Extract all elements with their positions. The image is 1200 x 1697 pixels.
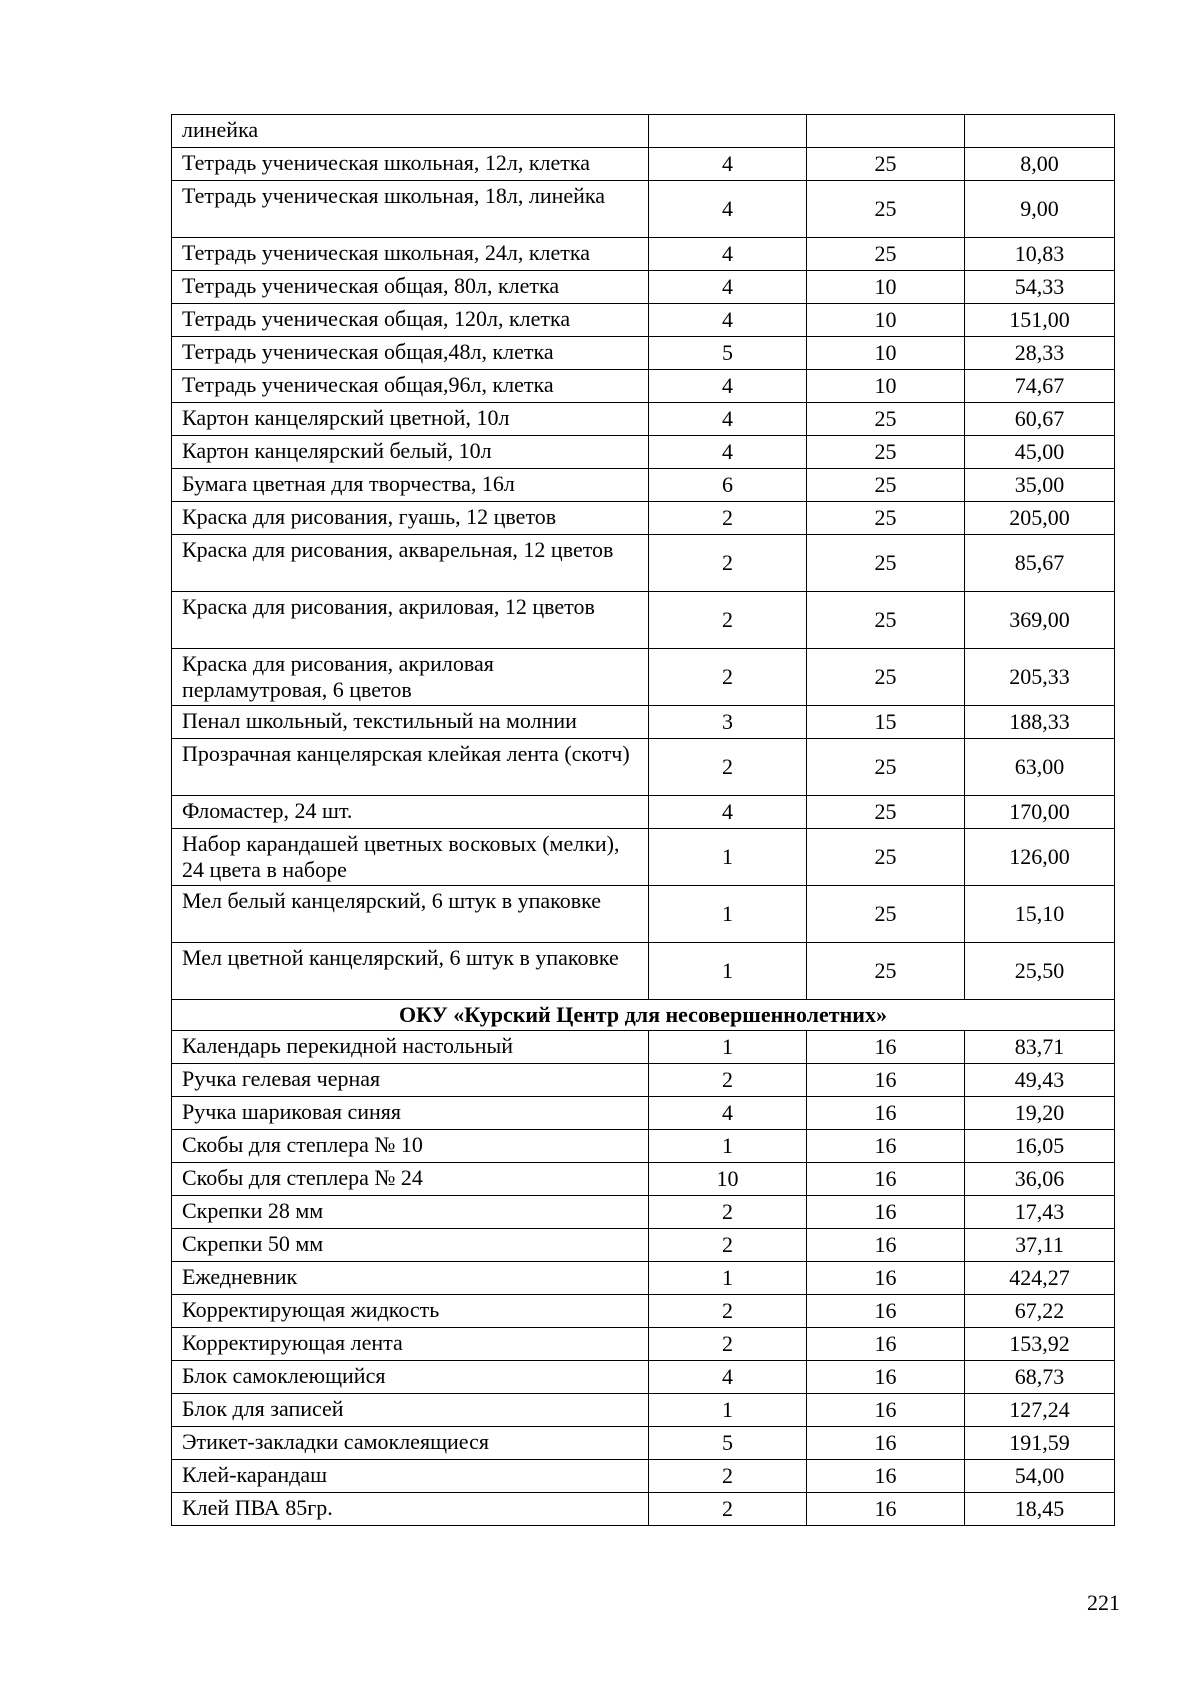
price-cell xyxy=(965,115,1115,148)
price-cell: 54,00 xyxy=(965,1460,1115,1493)
count-cell: 25 xyxy=(807,739,965,796)
item-name-cell: Тетрадь ученическая школьная, 18л, линейка xyxy=(172,181,649,238)
table-row xyxy=(172,1394,1115,1427)
item-name-cell: Тетрадь ученическая школьная, 12л, клетка xyxy=(172,148,649,181)
price-cell: 63,00 xyxy=(965,739,1115,796)
quantity-cell: 5 xyxy=(649,1427,807,1460)
item-name-cell: Календарь перекидной настольный xyxy=(172,1031,649,1064)
item-name-cell: Этикет-закладки самоклеящиеся xyxy=(172,1427,649,1460)
item-name-cell: Тетрадь ученическая общая,96л, клетка xyxy=(172,370,649,403)
price-cell: 45,00 xyxy=(965,436,1115,469)
item-name-cell: Тетрадь ученическая школьная, 24л, клетка xyxy=(172,238,649,271)
table-row xyxy=(172,115,1115,148)
table-row xyxy=(172,1361,1115,1394)
quantity-cell: 1 xyxy=(649,829,807,886)
count-cell: 10 xyxy=(807,337,965,370)
quantity-cell: 1 xyxy=(649,886,807,943)
item-name-cell: Тетрадь ученическая общая, 120л, клетка xyxy=(172,304,649,337)
quantity-cell: 4 xyxy=(649,1097,807,1130)
table-row xyxy=(172,649,1115,706)
table-row xyxy=(172,796,1115,829)
quantity-cell: 1 xyxy=(649,1262,807,1295)
count-cell: 25 xyxy=(807,502,965,535)
quantity-cell: 2 xyxy=(649,502,807,535)
quantity-cell: 3 xyxy=(649,706,807,739)
page-number: 221 xyxy=(1087,1590,1120,1615)
item-name-cell: Прозрачная канцелярская клейкая лента (скотч) xyxy=(172,739,649,796)
table-row xyxy=(172,304,1115,337)
count-cell: 16 xyxy=(807,1361,965,1394)
quantity-cell: 2 xyxy=(649,1295,807,1328)
table-row xyxy=(172,403,1115,436)
quantity-cell: 2 xyxy=(649,1328,807,1361)
table-row xyxy=(172,1262,1115,1295)
section-title: ОКУ «Курский Центр для несовершеннолетних» xyxy=(172,1000,1115,1031)
quantity-cell: 4 xyxy=(649,1361,807,1394)
item-name-cell: Тетрадь ученическая общая,48л, клетка xyxy=(172,337,649,370)
item-name-cell: Краска для рисования, акриловая перламутровая, 6 цветов xyxy=(172,649,649,706)
price-cell: 127,24 xyxy=(965,1394,1115,1427)
table-row xyxy=(172,739,1115,796)
count-cell: 10 xyxy=(807,271,965,304)
quantity-cell xyxy=(649,115,807,148)
price-cell: 25,50 xyxy=(965,943,1115,1000)
table-row xyxy=(172,1328,1115,1361)
count-cell: 16 xyxy=(807,1295,965,1328)
count-cell: 25 xyxy=(807,796,965,829)
price-cell: 37,11 xyxy=(965,1229,1115,1262)
item-name-cell: Картон канцелярский белый, 10л xyxy=(172,436,649,469)
table-row xyxy=(172,370,1115,403)
price-cell: 205,33 xyxy=(965,649,1115,706)
item-name-cell: Набор карандашей цветных восковых (мелки), 24 цвета в наборе xyxy=(172,829,649,886)
item-name-cell: Картон канцелярский цветной, 10л xyxy=(172,403,649,436)
item-name-cell: Бумага цветная для творчества, 16л xyxy=(172,469,649,502)
price-cell: 35,00 xyxy=(965,469,1115,502)
price-cell: 83,71 xyxy=(965,1031,1115,1064)
price-cell: 17,43 xyxy=(965,1196,1115,1229)
price-cell: 49,43 xyxy=(965,1064,1115,1097)
item-name-cell: Скобы для степлера № 10 xyxy=(172,1130,649,1163)
price-cell: 8,00 xyxy=(965,148,1115,181)
count-cell: 16 xyxy=(807,1460,965,1493)
count-cell: 15 xyxy=(807,706,965,739)
table-row xyxy=(172,502,1115,535)
item-name-cell: Корректирующая лента xyxy=(172,1328,649,1361)
table-row xyxy=(172,469,1115,502)
quantity-cell: 2 xyxy=(649,649,807,706)
price-cell: 170,00 xyxy=(965,796,1115,829)
price-cell: 18,45 xyxy=(965,1493,1115,1526)
count-cell: 25 xyxy=(807,181,965,238)
item-name-cell: Мел белый канцелярский, 6 штук в упаковке xyxy=(172,886,649,943)
table-row xyxy=(172,1196,1115,1229)
table-row xyxy=(172,1031,1115,1064)
item-name-cell: Корректирующая жидкость xyxy=(172,1295,649,1328)
count-cell: 16 xyxy=(807,1031,965,1064)
item-name-cell: линейка xyxy=(172,115,649,148)
price-cell: 68,73 xyxy=(965,1361,1115,1394)
item-name-cell: Краска для рисования, акварельная, 12 цветов xyxy=(172,535,649,592)
table-row xyxy=(172,592,1115,649)
count-cell: 10 xyxy=(807,370,965,403)
count-cell: 16 xyxy=(807,1427,965,1460)
quantity-cell: 4 xyxy=(649,148,807,181)
quantity-cell: 4 xyxy=(649,436,807,469)
table-row xyxy=(172,943,1115,1000)
table-row xyxy=(172,1097,1115,1130)
price-cell: 188,33 xyxy=(965,706,1115,739)
count-cell: 25 xyxy=(807,592,965,649)
quantity-cell: 6 xyxy=(649,469,807,502)
section-header-row xyxy=(172,1000,1115,1031)
item-name-cell: Скрепки 28 мм xyxy=(172,1196,649,1229)
price-cell: 36,06 xyxy=(965,1163,1115,1196)
quantity-cell: 4 xyxy=(649,796,807,829)
count-cell: 25 xyxy=(807,436,965,469)
quantity-cell: 4 xyxy=(649,238,807,271)
item-name-cell: Краска для рисования, гуашь, 12 цветов xyxy=(172,502,649,535)
table-row xyxy=(172,886,1115,943)
table-row xyxy=(172,706,1115,739)
count-cell: 16 xyxy=(807,1262,965,1295)
table-row xyxy=(172,1064,1115,1097)
price-cell: 151,00 xyxy=(965,304,1115,337)
count-cell: 25 xyxy=(807,238,965,271)
count-cell: 16 xyxy=(807,1064,965,1097)
item-name-cell: Фломастер, 24 шт. xyxy=(172,796,649,829)
count-cell: 16 xyxy=(807,1493,965,1526)
quantity-cell: 2 xyxy=(649,1064,807,1097)
item-name-cell: Ежедневник xyxy=(172,1262,649,1295)
table-row xyxy=(172,1130,1115,1163)
count-cell: 25 xyxy=(807,649,965,706)
price-cell: 205,00 xyxy=(965,502,1115,535)
price-cell: 19,20 xyxy=(965,1097,1115,1130)
quantity-cell: 2 xyxy=(649,1196,807,1229)
quantity-cell: 2 xyxy=(649,1229,807,1262)
table-row xyxy=(172,1460,1115,1493)
count-cell: 16 xyxy=(807,1229,965,1262)
count-cell: 25 xyxy=(807,535,965,592)
table-row xyxy=(172,148,1115,181)
price-cell: 85,67 xyxy=(965,535,1115,592)
table-row xyxy=(172,535,1115,592)
table-row xyxy=(172,238,1115,271)
price-cell: 369,00 xyxy=(965,592,1115,649)
table-row xyxy=(172,271,1115,304)
quantity-cell: 4 xyxy=(649,271,807,304)
count-cell: 16 xyxy=(807,1328,965,1361)
item-name-cell: Мел цветной канцелярский, 6 штук в упаковке xyxy=(172,943,649,1000)
count-cell: 16 xyxy=(807,1196,965,1229)
table-row xyxy=(172,1229,1115,1262)
price-table xyxy=(171,114,1115,1526)
price-cell: 191,59 xyxy=(965,1427,1115,1460)
count-cell: 16 xyxy=(807,1394,965,1427)
quantity-cell: 4 xyxy=(649,370,807,403)
item-name-cell: Клей-карандаш xyxy=(172,1460,649,1493)
table-row xyxy=(172,1427,1115,1460)
count-cell: 10 xyxy=(807,304,965,337)
count-cell: 16 xyxy=(807,1163,965,1196)
quantity-cell: 5 xyxy=(649,337,807,370)
item-name-cell: Ручка гелевая черная xyxy=(172,1064,649,1097)
count-cell: 16 xyxy=(807,1130,965,1163)
price-cell: 54,33 xyxy=(965,271,1115,304)
table-row xyxy=(172,181,1115,238)
quantity-cell: 1 xyxy=(649,1130,807,1163)
table-row xyxy=(172,1493,1115,1526)
quantity-cell: 2 xyxy=(649,592,807,649)
item-name-cell: Клей ПВА 85гр. xyxy=(172,1493,649,1526)
quantity-cell: 4 xyxy=(649,181,807,238)
price-cell: 16,05 xyxy=(965,1130,1115,1163)
item-name-cell: Пенал школьный, текстильный на молнии xyxy=(172,706,649,739)
price-cell: 153,92 xyxy=(965,1328,1115,1361)
table-row xyxy=(172,829,1115,886)
quantity-cell: 2 xyxy=(649,535,807,592)
count-cell: 25 xyxy=(807,943,965,1000)
price-cell: 15,10 xyxy=(965,886,1115,943)
quantity-cell: 10 xyxy=(649,1163,807,1196)
item-name-cell: Тетрадь ученическая общая, 80л, клетка xyxy=(172,271,649,304)
quantity-cell: 1 xyxy=(649,1031,807,1064)
count-cell: 25 xyxy=(807,469,965,502)
count-cell xyxy=(807,115,965,148)
quantity-cell: 4 xyxy=(649,304,807,337)
quantity-cell: 1 xyxy=(649,1394,807,1427)
price-cell: 126,00 xyxy=(965,829,1115,886)
quantity-cell: 4 xyxy=(649,403,807,436)
item-name-cell: Блок для записей xyxy=(172,1394,649,1427)
price-cell: 424,27 xyxy=(965,1262,1115,1295)
price-cell: 74,67 xyxy=(965,370,1115,403)
price-cell: 67,22 xyxy=(965,1295,1115,1328)
table-row xyxy=(172,337,1115,370)
price-cell: 9,00 xyxy=(965,181,1115,238)
item-name-cell: Краска для рисования, акриловая, 12 цветов xyxy=(172,592,649,649)
quantity-cell: 1 xyxy=(649,943,807,1000)
count-cell: 25 xyxy=(807,148,965,181)
table-row xyxy=(172,1295,1115,1328)
price-cell: 60,67 xyxy=(965,403,1115,436)
item-name-cell: Блок самоклеющийся xyxy=(172,1361,649,1394)
count-cell: 25 xyxy=(807,886,965,943)
count-cell: 16 xyxy=(807,1097,965,1130)
quantity-cell: 2 xyxy=(649,1493,807,1526)
price-cell: 10,83 xyxy=(965,238,1115,271)
table-row xyxy=(172,1163,1115,1196)
quantity-cell: 2 xyxy=(649,1460,807,1493)
item-name-cell: Скрепки 50 мм xyxy=(172,1229,649,1262)
item-name-cell: Ручка шариковая синяя xyxy=(172,1097,649,1130)
quantity-cell: 2 xyxy=(649,739,807,796)
item-name-cell: Скобы для степлера № 24 xyxy=(172,1163,649,1196)
table-row xyxy=(172,436,1115,469)
count-cell: 25 xyxy=(807,403,965,436)
count-cell: 25 xyxy=(807,829,965,886)
price-cell: 28,33 xyxy=(965,337,1115,370)
table-body xyxy=(172,115,1115,1526)
